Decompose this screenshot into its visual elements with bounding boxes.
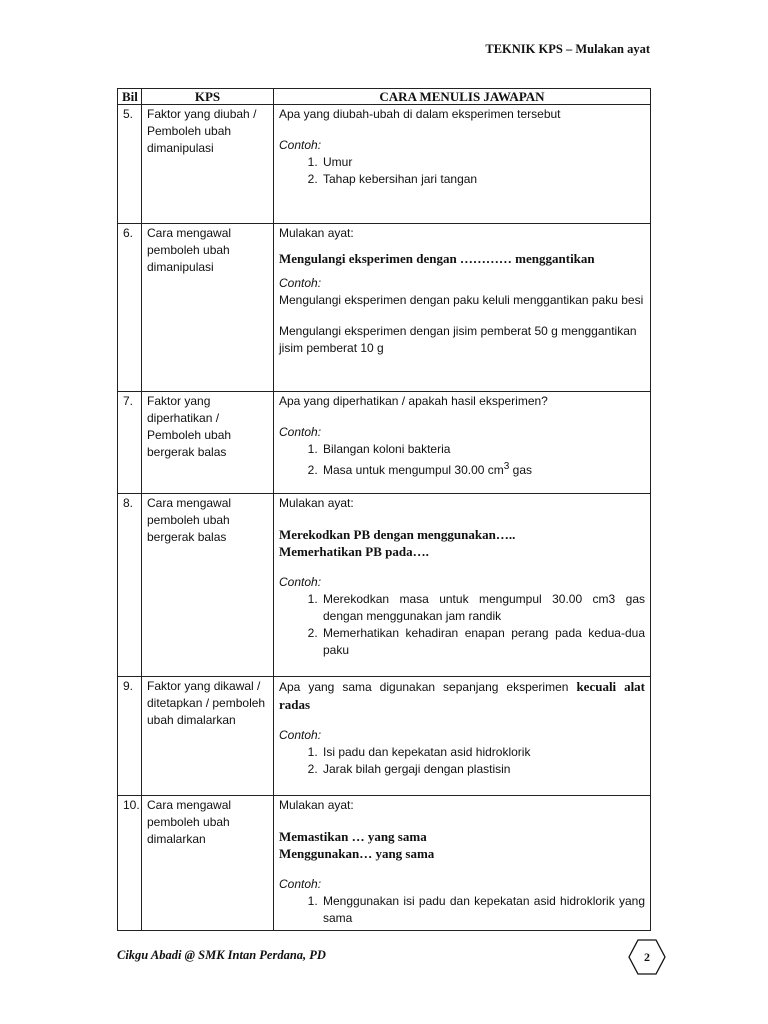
- contoh-label: Contoh:: [279, 425, 322, 439]
- kps-table: [117, 88, 651, 931]
- sentence-starter: Memastikan … yang sama: [279, 829, 427, 844]
- table-row: [118, 677, 651, 796]
- table-header-row: [118, 89, 651, 105]
- contoh-label: Contoh:: [279, 276, 322, 290]
- row-intro: Apa yang diperhatikan / apakah hasil eksperimen?: [279, 394, 548, 408]
- item-text: gas: [509, 463, 533, 477]
- row-jawapan: [274, 494, 651, 677]
- header-bil: Bil: [118, 89, 142, 105]
- list-item: 1. Merekodkan masa untuk mengumpul 30.00 cm3 gas dengan menggunakan jam randik: [321, 591, 645, 625]
- example-list: [279, 744, 645, 778]
- row-intro: [279, 678, 645, 713]
- row-intro: Mulakan ayat:: [279, 226, 354, 240]
- row-intro: Apa yang diubah-ubah di dalam eksperimen tersebut: [279, 107, 561, 121]
- example-text: Mengulangi eksperimen dengan paku keluli menggantikan paku besi: [279, 293, 644, 307]
- example-list: [279, 441, 645, 479]
- row-jawapan: [274, 105, 651, 224]
- intro-text: Apa yang sama digunakan sepanjang eksperimen: [279, 680, 577, 694]
- item-text: Masa untuk mengumpul 30.00 cm: [323, 463, 504, 477]
- contoh-label: Contoh:: [279, 877, 322, 891]
- header-kps: KPS: [142, 89, 274, 105]
- list-item: [321, 458, 645, 479]
- list-item: 1. Isi padu dan kepekatan asid hidroklorik: [321, 744, 645, 761]
- row-kps: Faktor yang dikawal / ditetapkan / pemboleh ubah dimalarkan: [142, 677, 274, 796]
- page-number: 2: [644, 950, 650, 964]
- example-list: [279, 591, 645, 659]
- row-jawapan: [274, 796, 651, 931]
- example-text: Mengulangi eksperimen dengan jisim pemberat 50 g menggantikan jisim pemberat 10 g: [279, 324, 637, 355]
- list-item: 1. Umur: [321, 154, 645, 171]
- sentence-starter: Mengulangi eksperimen dengan ………… menggantikan: [279, 251, 595, 266]
- row-kps: Faktor yang diperhatikan / Pemboleh ubah bergerak balas: [142, 392, 274, 494]
- table-row: [118, 105, 651, 224]
- sentence-starter: Memerhatikan PB pada….: [279, 544, 429, 559]
- row-bil: 7.: [118, 392, 142, 494]
- row-kps: Cara mengawal pemboleh ubah bergerak balas: [142, 494, 274, 677]
- example-list: [279, 893, 645, 927]
- sentence-starter: Merekodkan PB dengan menggunakan…..: [279, 527, 516, 542]
- table-row: [118, 494, 651, 677]
- sentence-starter: Menggunakan… yang sama: [279, 846, 435, 861]
- row-jawapan: [274, 677, 651, 796]
- row-bil: 9.: [118, 677, 142, 796]
- page-number-badge: [628, 939, 666, 975]
- list-item: 1. Menggunakan isi padu dan kepekatan asid hidroklorik yang sama: [321, 893, 645, 927]
- table-row: [118, 796, 651, 931]
- contoh-label: Contoh:: [279, 575, 322, 589]
- superscript: 3: [503, 461, 510, 472]
- row-bil: 8.: [118, 494, 142, 677]
- row-kps: Cara mengawal pemboleh ubah dimalarkan: [142, 796, 274, 931]
- example-list: [279, 154, 645, 188]
- row-bil: 6.: [118, 224, 142, 392]
- table-row: [118, 224, 651, 392]
- row-bil: 5.: [118, 105, 142, 224]
- row-intro: Mulakan ayat:: [279, 496, 354, 510]
- row-kps: Cara mengawal pemboleh ubah dimanipulasi: [142, 224, 274, 392]
- table-row: [118, 392, 651, 494]
- contoh-label: Contoh:: [279, 728, 322, 742]
- list-item: 2. Memerhatikan kehadiran enapan perang pada kedua-dua paku: [321, 625, 645, 659]
- page-header: TEKNIK KPS – Mulakan ayat: [485, 42, 650, 56]
- row-kps: Faktor yang diubah / Pemboleh ubah dimanipulasi: [142, 105, 274, 224]
- list-item: 2. Jarak bilah gergaji dengan plastisin: [321, 761, 645, 778]
- page-footer: Cikgu Abadi @ SMK Intan Perdana, PD: [117, 948, 326, 962]
- header-cara: CARA MENULIS JAWAPAN: [274, 89, 651, 105]
- contoh-label: Contoh:: [279, 138, 322, 152]
- intro-bold: kecuali alat radas: [279, 679, 646, 712]
- row-intro: Mulakan ayat:: [279, 798, 354, 812]
- row-bil: 10.: [118, 796, 142, 931]
- list-item: 2. Tahap kebersihan jari tangan: [321, 171, 645, 188]
- list-item: 1. Bilangan koloni bakteria: [321, 441, 645, 458]
- row-jawapan: [274, 392, 651, 494]
- row-jawapan: [274, 224, 651, 392]
